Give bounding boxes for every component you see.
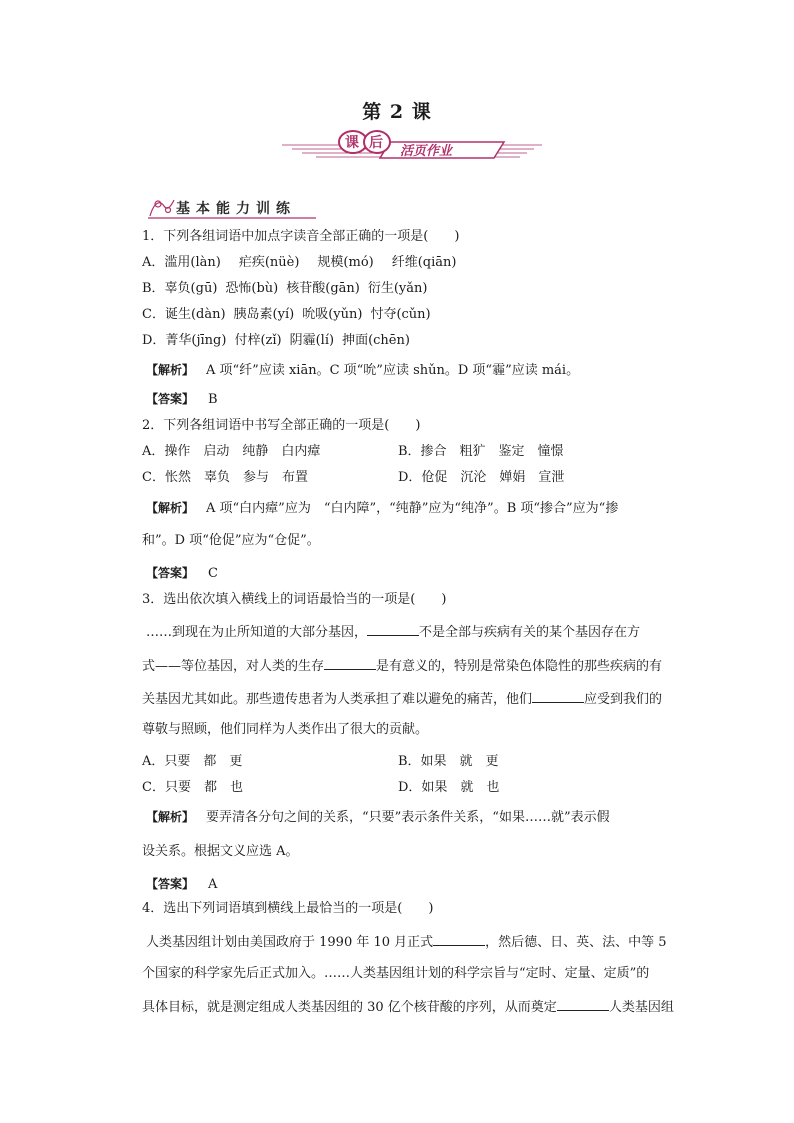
q3-passage-line4: 尊敬与照顾，他们同样为人类作出了很大的贡献。 [142,722,429,737]
q1-a-2: 疟疾(nüè) [238,255,300,270]
q3-option-d[interactable]: D．如果 就 也 [398,780,500,795]
q1-d-2: 付梓(zǐ) [234,333,282,348]
q1-c-2: 胰岛素(yí) [233,307,295,322]
after-class-banner [272,128,552,168]
q3-passage-line3 [142,690,682,708]
q1-option-a[interactable] [142,255,682,271]
q3-p2b: 是有意义的，特别是常染色体隐性的那些疾病的有 [376,659,663,674]
banner-subtitle: 活页作业 [400,144,453,159]
q2-stem: 2．下列各组词语中书写全部正确的一项是( ) [142,418,421,433]
blank-2[interactable] [324,657,376,670]
q3-p1a: ……到现在为止所知道的大部分基因， [146,625,368,640]
q3-p2a: 式——等位基因，对人类的生存 [142,659,325,674]
q3-analysis-line2: 设关系。根据文义应选 A。 [142,844,299,859]
q4-p3b: 人类基因组 [608,1000,674,1015]
q1-option-b[interactable] [142,281,682,297]
section-heading: 基本能力训练 [176,201,296,217]
q1-a-4: 纤维(qiān) [391,255,457,270]
q1-d-4: 抻面(chēn) [342,333,410,348]
q1-c-1: C．诞生(dàn) [142,307,226,322]
analysis-label: 【解析】 [146,363,195,377]
banner-char-2: 后 [369,135,383,151]
q3-analysis-text1: 要弄清各分句之间的关系，“只要”表示条件关系，“如果……就”表示假 [206,810,610,825]
q1-b-1: B．辜负(gū) [142,281,218,296]
q4-p1b: ，然后德、日、英、法、中等 5 [485,935,667,950]
q1-b-3: 核苷酸(gān) [286,281,360,296]
answer-label: 【答案】 [146,392,195,406]
blank-3[interactable] [532,690,584,703]
q2-option-b[interactable]: B．掺合 粗犷 鉴定 憧憬 [398,444,564,459]
q3-p3a: 关基因尤其如此。那些遗传患者为人类承担了难以避免的痛苦，他们 [142,692,533,707]
q3-analysis-line1 [146,809,686,826]
q3-p1b: 不是全部与疾病有关的某个基因存在方 [419,625,641,640]
q2-option-a[interactable]: A．操作 启动 纯静 白内瘴 [142,444,321,459]
q2-analysis-line2: 和”。D 项“伧促”应为“仓促”。 [142,533,320,548]
analysis-label: 【解析】 [146,501,195,515]
q1-c-4: 忖夺(cǔn) [370,307,431,322]
answer-label: 【答案】 [146,877,195,891]
q4-p3a: 具体目标，就是测定组成人类基因组的 30 亿个核苷酸的序列，从而奠定 [142,1000,557,1015]
q2-answer-value: C [208,566,218,581]
blank-2[interactable] [557,998,609,1011]
q2-answer [146,565,686,582]
q2-analysis-line1 [146,500,686,517]
q1-b-2: 恐怖(bù) [225,281,279,296]
q1-option-c[interactable] [142,307,682,323]
q2-analysis-text1: A 项“白内瘴”应为 “白内障”，“纯静”应为“纯净”。B 项“掺合”应为“掺 [206,501,619,516]
q1-b-4: 衍生(yǎn) [367,281,428,296]
q4-passage-line2: 个国家的科学家先后正式加入。……人类基因组计划的科学宗旨与“定时、定量、定质”的 [142,966,650,981]
q4-p1a: 人类基因组计划由美国政府于 1990 年 10 月正式 [146,935,434,950]
blank-1[interactable] [367,623,419,636]
q1-a-1: A．滥用(làn) [142,255,221,270]
q1-option-d[interactable] [142,333,682,349]
q1-stem: 1．下列各组词语中加点字读音全部正确的一项是( ) [142,229,460,244]
q1-analysis-text: A 项“纤”应读 xiān。C 项“吮”应读 shǔn。D 项“霾”应读 mái。 [206,363,580,378]
q3-option-c[interactable]: C．只要 都 也 [142,780,243,795]
q1-answer-value: B [208,392,218,407]
q1-a-3: 规模(mó) [317,255,374,270]
q3-options-cd [142,780,682,796]
q3-option-a[interactable]: A．只要 都 更 [142,754,243,769]
q1-d-1: D．菁华(jīng) [142,333,227,348]
q1-c-3: 吮吸(yǔn) [302,307,363,322]
q1-analysis [146,362,686,379]
q3-answer [146,876,686,893]
q4-stem: 4．选出下列词语填到横线上最恰当的一项是( ) [142,901,434,916]
analysis-label: 【解析】 [146,810,195,824]
banner-char-1: 课 [345,135,359,151]
q3-passage-line1 [146,623,686,641]
q3-answer-value: A [208,877,218,892]
q4-passage-line3 [142,998,682,1016]
q3-option-b[interactable]: B．如果 就 更 [398,754,499,769]
q1-d-3: 阴霾(lí) [289,333,335,348]
q3-options-ab [142,754,682,770]
page-title: 第 2 课 [362,101,432,123]
q2-options-cd [142,470,682,486]
q4-passage-line1 [146,933,686,951]
q1-answer [146,391,686,408]
answer-label: 【答案】 [146,566,195,580]
blank-1[interactable] [433,933,485,946]
q3-passage-line2 [142,657,682,675]
q2-option-d[interactable]: D．伧促 沉沦 婵娟 宣泄 [398,470,565,485]
q2-option-c[interactable]: C．怅然 辜负 参与 布置 [142,470,308,485]
q3-stem: 3．选出依次填入横线上的词语最恰当的一项是( ) [142,592,447,607]
q2-options-ab [142,444,682,460]
q3-p3b: 应受到我们的 [584,692,663,707]
